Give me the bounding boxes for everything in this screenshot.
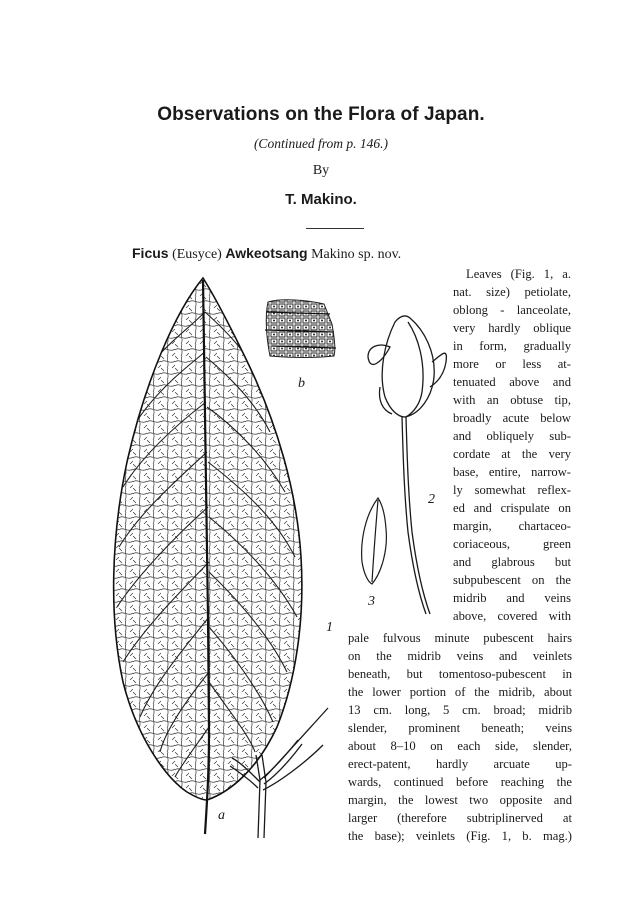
branch-fragment [228, 700, 338, 840]
figure-label-3: 3 [368, 594, 375, 609]
description-line: midrib and veins [453, 591, 571, 605]
description-line: very hardly oblique [453, 321, 571, 335]
species-section: (Eusyce) [172, 247, 222, 262]
description-line: with an obtuse tip, [453, 393, 571, 407]
description-line: pale fulvous minute pubescent hairs [348, 631, 572, 645]
description-line: subpubescent on the [453, 573, 571, 587]
description-line: erect-patent, hardly arcuate up- [348, 757, 572, 771]
figure-label-a: a [218, 808, 225, 823]
title-rule [306, 228, 364, 229]
species-epithet: Awkeotsang [225, 245, 308, 261]
description-line: more or less at- [453, 357, 571, 371]
figure-label-2: 2 [428, 492, 435, 507]
description-line: margin, chartaceo- [453, 519, 571, 533]
description-line: above, covered with [453, 609, 571, 623]
description-line: larger (therefore subtriplinerved at [348, 811, 572, 825]
description-line: tenuated above and [453, 375, 571, 389]
continued-note: (Continued from p. 146.) [253, 136, 389, 151]
species-authority: Makino sp. nov. [311, 247, 402, 262]
description-line: and obliquely sub- [453, 429, 571, 443]
description-line: in form, gradually [453, 339, 571, 353]
description-line: wards, continued before reaching the [348, 775, 572, 789]
author-name: T. Makino. [285, 191, 357, 208]
byline-by: By [312, 163, 330, 178]
description-line: base, entire, narrow- [453, 465, 571, 479]
description-line: the lower portion of the midrib, about [348, 685, 572, 699]
description-line: on the midrib veins and veinlets [348, 649, 572, 663]
species-heading [132, 245, 401, 263]
species-genus: Ficus [132, 245, 169, 261]
figure-label-b: b [298, 376, 305, 391]
description-line: 13 cm. long, 5 cm. broad; midrib [348, 703, 572, 717]
description-line: and glabrous but [453, 555, 571, 569]
description-line: ed and crispulate on [453, 501, 571, 515]
description-line: cordate at the very [453, 447, 571, 461]
description-line: Leaves (Fig. 1, a. [466, 267, 571, 281]
description-line: nat. size) petiolate, [453, 285, 571, 299]
description-line: slender, prominent beneath; veins [348, 721, 572, 735]
description-line: the base); veinlets (Fig. 1, b. mag.) [348, 829, 572, 843]
description-line: oblong - lanceolate, [453, 303, 571, 317]
description-line: ly somewhat reflex- [453, 483, 571, 497]
description-line: margin, the lowest two opposite and [348, 793, 572, 807]
venation-detail-illustration [262, 296, 342, 362]
figure-label-1: 1 [326, 620, 333, 635]
description-line: about 8–10 on each side, slender, [348, 739, 572, 753]
description-line: coriaceous, green [453, 537, 571, 551]
description-line: beneath, but tomentoso-pubescent in [348, 667, 572, 681]
bract-illustration [354, 494, 394, 586]
article-title: Observations on the Flora of Japan. [157, 104, 485, 125]
description-line: broadly acute below [453, 411, 571, 425]
